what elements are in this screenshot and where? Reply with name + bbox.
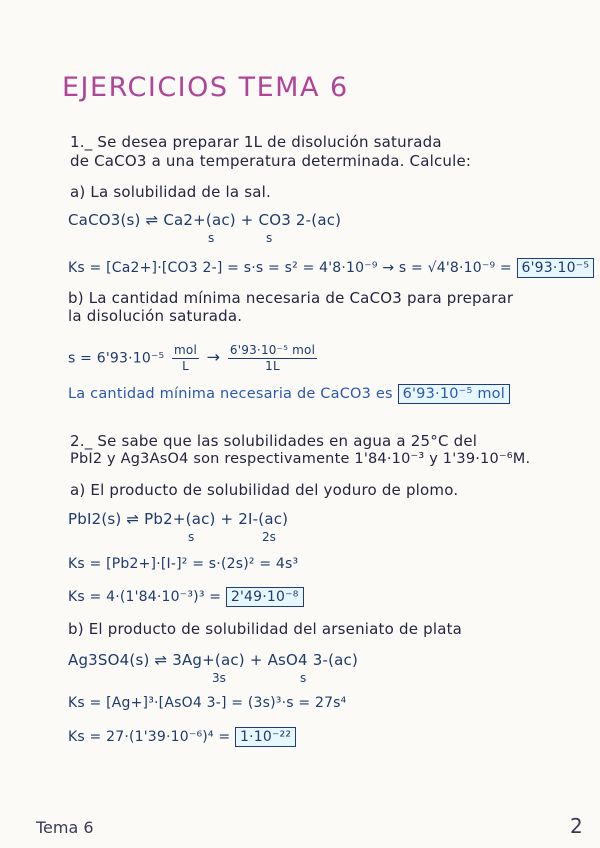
ex1-ks-expression bbox=[68, 258, 594, 278]
ex1-moles-fraction bbox=[228, 343, 317, 374]
ex1-moles-num: 6'93·10⁻⁵ mol bbox=[229, 343, 316, 357]
ex2-2s-under-i: 2s bbox=[262, 530, 276, 544]
ex2-ks-calc-b-line bbox=[68, 727, 296, 747]
ex2-ks-equation: Ks = [Pb2+]·[I-]² = s·(2s)² = 4s³ bbox=[68, 556, 299, 572]
ex1-part-b-line2: la disolución saturada. bbox=[68, 307, 243, 325]
ex1-unit-num: mol bbox=[174, 343, 197, 357]
ex1-part-b-line1: b) La cantidad mínima necesaria de CaCO3 para preparar bbox=[68, 289, 514, 307]
ex2-statement-line1: 2._ Se sabe que las solubilidades en agua a 25°C del bbox=[70, 432, 478, 450]
ex2-ks-result-box: 2'49·10⁻⁸ bbox=[226, 587, 304, 607]
ex1-s-under-ca: s bbox=[208, 231, 215, 245]
page-title: EJERCICIOS TEMA 6 bbox=[62, 72, 349, 103]
ex1-statement-line1: 1._ Se desea preparar 1L de disolución saturada bbox=[70, 133, 442, 151]
footer-topic: Tema 6 bbox=[36, 818, 94, 837]
ex1-arrow-icon: → bbox=[206, 347, 221, 367]
ex1-ks-equation: Ks = [Ca2+]·[CO3 2-] = s·s = s² = 4'8·10⁻⁹ → s = √4'8·10⁻⁹ = bbox=[68, 260, 512, 276]
ex1-ks-result-box: 6'93·10⁻⁵ bbox=[517, 258, 595, 278]
ex1-statement-line2: de CaCO3 a una temperatura determinada. Calcule: bbox=[70, 152, 472, 170]
ex1-conclusion-box: 6'93·10⁻⁵ mol bbox=[398, 384, 510, 404]
ex2-ks-equation-b: Ks = [Ag+]³·[AsO4 3-] = (3s)³·s = 27s⁴ bbox=[68, 695, 347, 711]
ex2-part-a-label: a) El producto de solubilidad del yoduro de plomo. bbox=[70, 481, 459, 499]
ex2-statement-line2: PbI2 y Ag3AsO4 son respectivamente 1'84·10⁻³ y 1'39·10⁻⁶M. bbox=[70, 451, 531, 467]
ex2-ks-result-b-box: 1·10⁻²² bbox=[235, 727, 296, 747]
ex2-ks-calc-b: Ks = 27·(1'39·10⁻⁶)⁴ = bbox=[68, 729, 231, 745]
ex2-reaction: PbI2(s) ⇌ Pb2+(ac) + 2I-(ac) bbox=[68, 510, 289, 528]
ex2-s-under-aso4: s bbox=[300, 671, 307, 685]
ex1-part-a-label: a) La solubilidad de la sal. bbox=[70, 183, 272, 201]
ex1-conclusion-line bbox=[68, 384, 510, 404]
ex1-s-under-co3: s bbox=[266, 231, 273, 245]
page-number: 2 bbox=[570, 814, 583, 838]
ex2-part-b-label: b) El producto de solubilidad del arseniato de plata bbox=[68, 620, 463, 638]
ex1-s-value: s = 6'93·10⁻⁵ bbox=[68, 350, 165, 367]
ex2-s-under-pb: s bbox=[188, 530, 195, 544]
ex1-unit-den: L bbox=[182, 359, 189, 373]
ex1-s-expression bbox=[68, 343, 320, 374]
ex2-ks-calc-line bbox=[68, 587, 304, 607]
ex1-moles-den: 1L bbox=[265, 359, 280, 373]
ex1-conclusion-text: La cantidad mínima necesaria de CaCO3 es bbox=[68, 386, 393, 402]
ex2-3s-under-ag: 3s bbox=[212, 671, 226, 685]
ex1-unit-fraction bbox=[172, 343, 199, 374]
ex2-ks-calc: Ks = 4·(1'84·10⁻³)³ = bbox=[68, 589, 222, 605]
ex1-reaction: CaCO3(s) ⇌ Ca2+(ac) + CO3 2-(ac) bbox=[68, 211, 342, 229]
ex2-reaction-b: Ag3SO4(s) ⇌ 3Ag+(ac) + AsO4 3-(ac) bbox=[68, 651, 359, 669]
